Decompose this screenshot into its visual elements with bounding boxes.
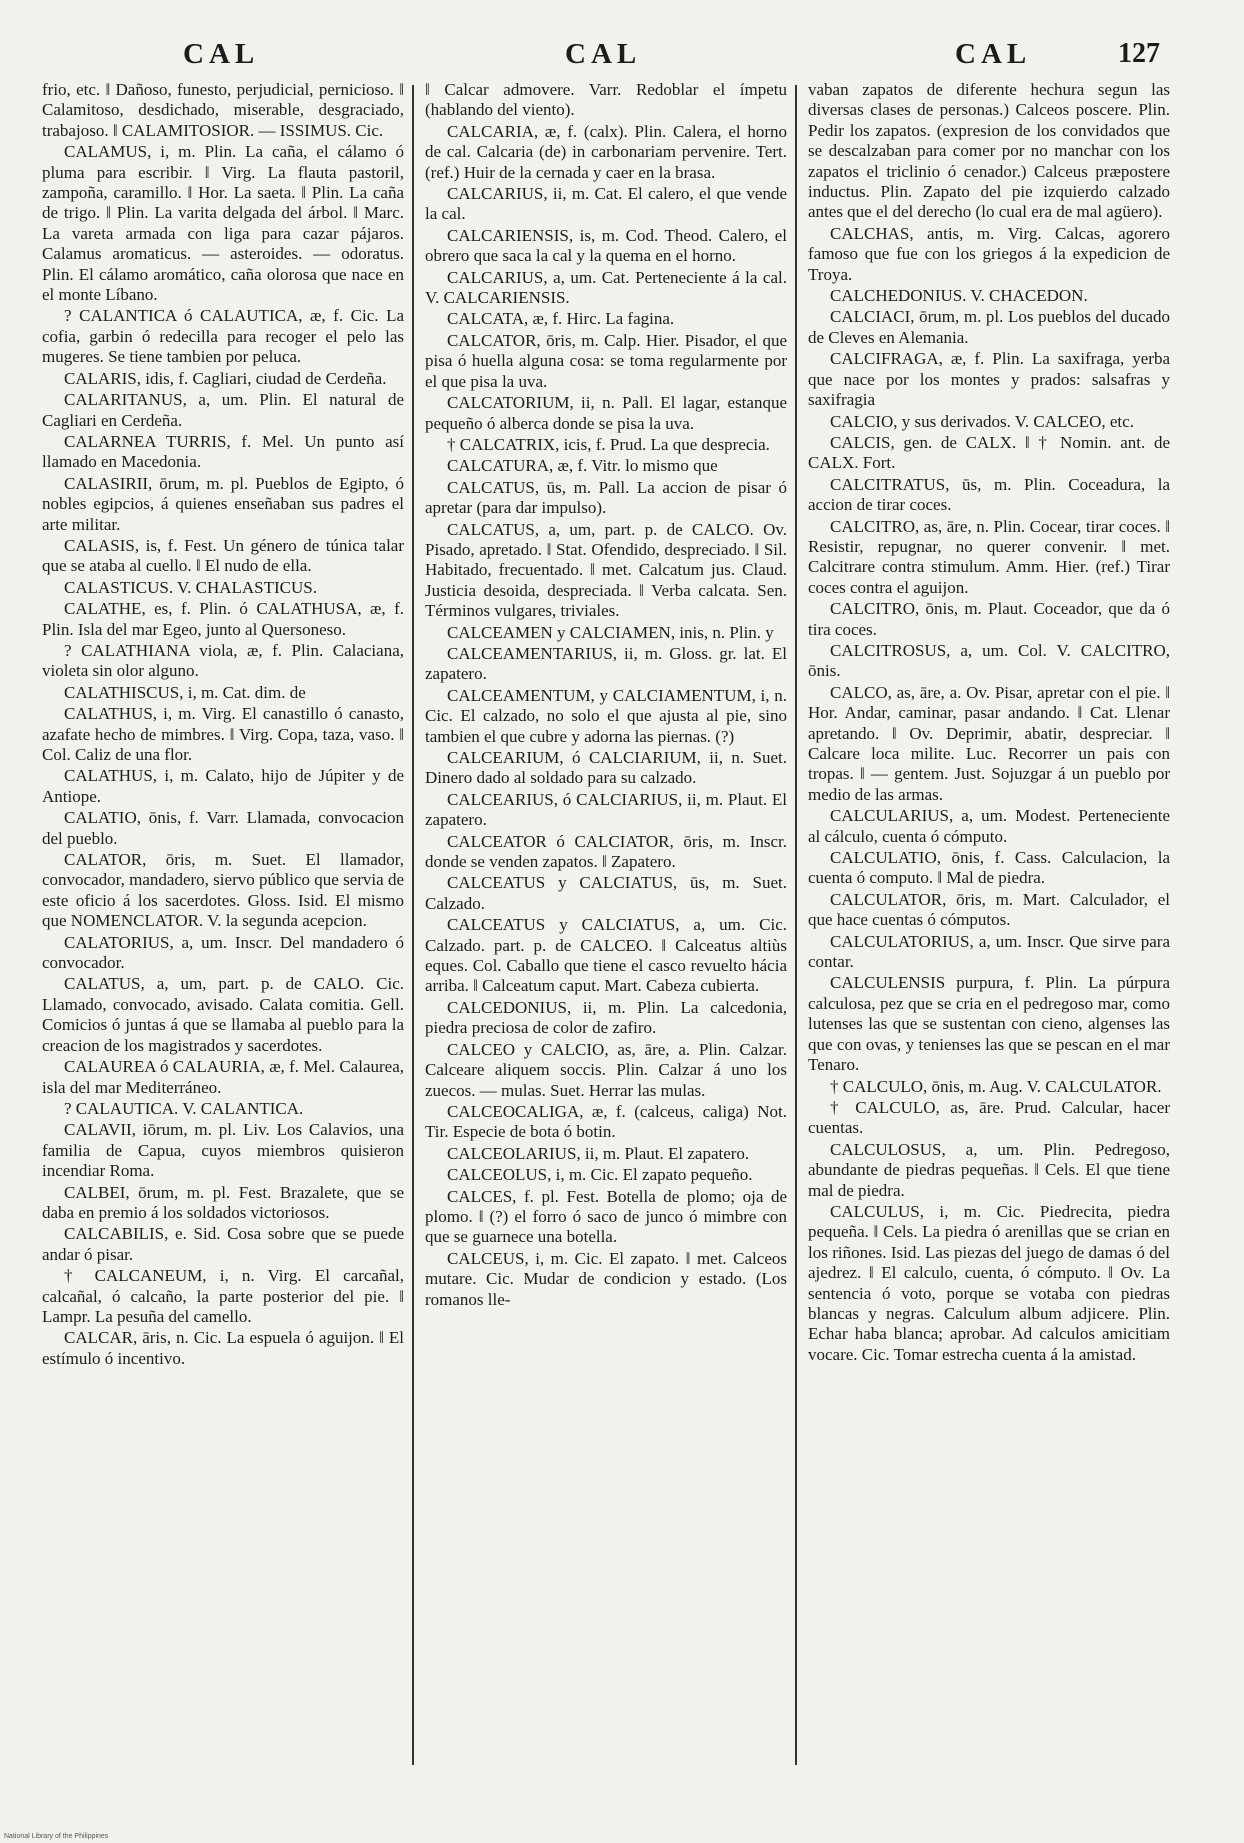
- dictionary-entry: CALASTICUS. V. CHALASTICUS.: [64, 577, 317, 597]
- dictionary-entry: CALCIO, y sus derivados. V. CALCEO, etc.: [830, 411, 1134, 431]
- dictionary-entry: CALCABILIS, e. Sid. Cosa sobre que se puede andar ó pisar.: [42, 1224, 404, 1264]
- dictionary-entry: CALCATA, æ, f. Hirc. La fagina.: [447, 309, 675, 329]
- dictionary-entry: CALCARIA, æ, f. (calx). Plin. Calera, el horno de cal. Calcaria (de) in carbonariam pervenire. Tert. (ref.) Huir de la cernada y caer en la brasa.: [425, 121, 787, 182]
- dictionary-entry: CALCATUS, a, um, part. p. de CALCO. Ov. Pisado, apretado. ‖ Stat. Ofendido, despreciado. ‖ Sil. Habitado, frecuentado. ‖ met. Calcatum jus. Claud. Justicia desoida, despreciada. ‖ Verba calcata. Sen. Términos vulgares, triviales.: [425, 519, 787, 621]
- dictionary-entry: CALCES, f. pl. Fest. Botella de plomo; oja de plomo. ‖ (?) el forro ó saco de junco ó mimbre con que se guarnece una botella.: [425, 1186, 787, 1247]
- dictionary-entry: CALAVII, iōrum, m. pl. Liv. Los Calavios, una familia de Capua, cuyos miembros quisieron incendiar Roma.: [42, 1120, 404, 1181]
- dictionary-entry: CALCITRATUS, ūs, m. Plin. Coceadura, la accion de tirar coces.: [808, 474, 1170, 515]
- dictionary-entry: CALCEATOR ó CALCIATOR, ōris, m. Inscr. donde se venden zapatos. ‖ Zapatero.: [425, 831, 787, 872]
- dictionary-entry: CALATOR, ōris, m. Suet. El llamador, convocador, mandadero, siervo público que servia de este oficio á los sacerdotes. Gloss. Isid. El mismo que NOMENCLATOR. V. la segunda acepcion.: [42, 850, 404, 931]
- dictionary-entry: CALCEOLUS, i, m. Cic. El zapato pequeño.: [447, 1165, 753, 1185]
- dictionary-entry: CALCEAMEN y CALCIAMEN, inis, n. Plin. y: [447, 622, 774, 642]
- dictionary-entry: CALCITRO, as, āre, n. Plin. Cocear, tirar coces. ‖ Resistir, repugnar, no querer convenir. ‖ met. Calcitrare contra stimulum. Amm. Hier. (ref.) Tirar coces contra el aguijon.: [808, 516, 1170, 597]
- dictionary-entry: CALATHE, es, f. Plin. ó CALATHUSA, æ, f. Plin. Isla del mar Egeo, junto al Quersoneso.: [42, 599, 404, 639]
- library-footer: National Library of the Philippines: [4, 1833, 109, 1840]
- dictionary-entry: CALCEARIUM, ó CALCIARIUM, ii, n. Suet. Dinero dado al soldado para su calzado.: [425, 748, 787, 788]
- dictionary-entry: CALCULOSUS, a, um. Plin. Pedregoso, abundante de piedras pequeñas. ‖ Cels. El que tiene mal de piedra.: [808, 1139, 1170, 1200]
- column-rule-2: [795, 85, 797, 1765]
- dictionary-entry: CALCITROSUS, a, um. Col. V. CALCITRO, ōnis.: [808, 640, 1170, 681]
- dictionary-entry: CALCARIENSIS, is, m. Cod. Theod. Calero, el obrero que saca la cal y la quema en el horno.: [425, 225, 787, 266]
- dictionary-entry: ‖ Calcar admovere. Varr. Redoblar el ímpetu (hablando del viento).: [425, 80, 787, 120]
- column-2: [425, 80, 787, 1770]
- dictionary-entry: CALCULATIO, ōnis, f. Cass. Calculacion, la cuenta ó computo. ‖ Mal de piedra.: [808, 848, 1170, 888]
- dictionary-entry: CALCARIUS, ii, m. Cat. El calero, el que vende la cal.: [425, 184, 787, 224]
- dictionary-entry: ? CALATHIANA viola, æ, f. Plin. Calaciana, violeta sin olor alguno.: [42, 640, 404, 681]
- dictionary-entry: ? CALANTICA ó CALAUTICA, æ, f. Cic. La cofia, garbin ó redecilla para recoger el pelo las mugeres. Se tiene tambien por peluca.: [42, 306, 404, 367]
- running-head-left: CAL: [183, 38, 260, 70]
- column-rule-1: [412, 85, 414, 1765]
- dictionary-entry: CALCEOCALIGA, æ, f. (calceus, caliga) Not. Tir. Especie de bota ó botin.: [425, 1101, 787, 1142]
- dictionary-entry: CALCULENSIS purpura, f. Plin. La púrpura calculosa, pez que se cria en el pedregoso mar, como lutenses las que se sustentan con cieno, algenses las que con ovas, y tenienses las que se pescan en el mar Tenaro.: [808, 973, 1170, 1075]
- dictionary-entry: CALCIS, gen. de CALX. ‖ † Nomin. ant. de CALX. Fort.: [808, 432, 1170, 473]
- running-head-right: CAL: [955, 38, 1032, 70]
- dictionary-entry: CALCATORIUM, ii, n. Pall. El lagar, estanque pequeño ó alberca donde se pisa la uva.: [425, 393, 787, 433]
- dictionary-entry: CALATORIUS, a, um. Inscr. Del mandadero ó convocador.: [42, 932, 404, 973]
- dictionary-entry: CALCEDONIUS, ii, m. Plin. La calcedonia, piedra preciosa de color de zafiro.: [425, 997, 787, 1038]
- dictionary-entry: CALATIO, ōnis, f. Varr. Llamada, convocacion del pueblo.: [42, 808, 404, 848]
- dictionary-entry: CALATUS, a, um, part. p. de CALO. Cic. Llamado, convocado, avisado. Calata comitia. Gell. Comicios ó juntas á que se llamaba al pueblo para la creacion de los magistrados y sacerdotes.: [42, 974, 404, 1055]
- dictionary-entry: CALAMUS, i, m. Plin. La caña, el cálamo ó pluma para escribir. ‖ Virg. La flauta pastoril, zampoña, caramillo. ‖ Hor. La saeta. ‖ Plin. La caña de trigo. ‖ Plin. La varita delgada del árbol. ‖ Marc. La vareta armada con liga para cazar pájaros. Calamus aromaticus. — asteroides. — odoratus. Plin. El cálamo aromático, caña olorosa que nace en el monte Líbano.: [42, 142, 404, 305]
- dictionary-entry: † CALCANEUM, i, n. Virg. El carcañal, calcañal, ó calcaño, la parte posterior del pie. ‖ Lampr. La pesuña del camello.: [42, 1266, 404, 1326]
- dictionary-entry: CALCATURA, æ, f. Vitr. lo mismo que: [447, 456, 718, 476]
- dictionary-entry: CALATHUS, i, m. Calato, hijo de Júpiter y de Antiope.: [42, 766, 404, 806]
- dictionary-entry: CALCEATUS y CALCIATUS, ūs, m. Suet. Calzado.: [425, 873, 787, 913]
- dictionary-entry: CALCEUS, i, m. Cic. El zapato. ‖ met. Calceos mutare. Cic. Mudar de condicion y estado. (Los romanos lle-: [425, 1248, 787, 1309]
- running-head: [0, 38, 1244, 78]
- dictionary-entry: CALCIFRAGA, æ, f. Plin. La saxifraga, yerba que nace por los montes y prados: salsafras y saxifragia: [808, 349, 1170, 410]
- dictionary-entry: vaban zapatos de diferente hechura segun las diversas clases de personas.) Calceos poscere. Plin. Pedir los zapatos. (expresion de los convidados que se descalzaban para comer por no manchar con los zapatos el triclinio ó cenador.) Calceus præpostere inductus. Plin. Zapato del pie izquierdo calzado antes que el del derecho (lo cual era de mal agüero).: [808, 80, 1170, 222]
- dictionary-entry: CALCITRO, ōnis, m. Plaut. Coceador, que da ó tira coces.: [808, 599, 1170, 639]
- dictionary-entry: CALCARIUS, a, um. Cat. Perteneciente á la cal. V. CALCARIENSIS.: [425, 267, 787, 308]
- dictionary-entry: CALARITANUS, a, um. Plin. El natural de Cagliari en Cerdeña.: [42, 390, 404, 430]
- dictionary-entry: † CALCULO, as, āre. Prud. Calcular, hacer cuentas.: [808, 1097, 1170, 1138]
- dictionary-entry: CALCHAS, antis, m. Virg. Calcas, agorero famoso que fue con los griegos á la expedicion de Troya.: [808, 223, 1170, 284]
- dictionary-entry: CALATHISCUS, i, m. Cat. dim. de: [64, 682, 306, 702]
- dictionary-entry: CALARIS, idis, f. Cagliari, ciudad de Cerdeña.: [64, 368, 387, 388]
- running-head-center: CAL: [565, 38, 642, 70]
- dictionary-entry: † CALCATRIX, icis, f. Prud. La que desprecia.: [447, 434, 770, 454]
- dictionary-entry: CALCATOR, ōris, m. Calp. Hier. Pisador, el que pisa ó huella alguna cosa: se toma regularmente por el que pisa la uva.: [425, 330, 787, 391]
- dictionary-entry: CALASIRII, ōrum, m. pl. Pueblos de Egipto, ó nobles egipcios, á quienes enseñaban sus padres el arte militar.: [42, 473, 404, 534]
- dictionary-entry: frio, etc. ‖ Dañoso, funesto, perjudicial, pernicioso. ‖ Calamitoso, desdichado, miserable, desgraciado, trabajoso. ‖ CALAMITOSIOR. — ISSIMUS. Cic.: [42, 80, 404, 140]
- dictionary-entry: CALCULATORIUS, a, um. Inscr. Que sirve para contar.: [808, 931, 1170, 972]
- dictionary-entry: CALCEO y CALCIO, as, āre, a. Plin. Calzar. Calceare aliquem soccis. Plin. Calzar á uno los zuecos. — mulas. Suet. Herrar las mulas.: [425, 1039, 787, 1100]
- dictionary-entry: CALCULUS, i, m. Cic. Piedrecita, piedra pequeña. ‖ Cels. La piedra ó arenillas que se crian en los riñones. Isid. Las piezas del juego de damas ó del ajedrez. ‖ El calculo, cuenta, ó cómputo. ‖ Ov. La sentencia ó voto, porque se votaba con piedras blancas y negras. Calculum album adjicere. Plin. Echar haba blanca; aprobar. Ad calculos amicitiam vocare. Cic. Tomar estrecha cuenta á la amistad.: [808, 1201, 1170, 1364]
- dictionary-entry: CALCEOLARIUS, ii, m. Plaut. El zapatero.: [447, 1143, 750, 1163]
- dictionary-entry: CALCIACI, ōrum, m. pl. Los pueblos del ducado de Cleves en Alemania.: [808, 307, 1170, 347]
- dictionary-entry: CALCEATUS y CALCIATUS, a, um. Cic. Calzado. part. p. de CALCEO. ‖ Calceatus altiùs eques. Col. Caballo que tiene el casco revuelto hácia arriba. ‖ Calceatum caput. Mart. Cabeza cubierta.: [425, 915, 787, 996]
- dictionary-entry: † CALCULO, ōnis, m. Aug. V. CALCULATOR.: [830, 1076, 1162, 1096]
- dictionary-entry: CALATHUS, i, m. Virg. El canastillo ó canasto, azafate hecho de mimbres. ‖ Virg. Copa, taza, vaso. ‖ Col. Caliz de una flor.: [42, 704, 404, 764]
- dictionary-entry: CALCHEDONIUS. V. CHACEDON.: [830, 286, 1088, 306]
- dictionary-entry: CALAUREA ó CALAURIA, æ, f. Mel. Calaurea, isla del mar Mediterráneo.: [42, 1057, 404, 1097]
- page-number: 127: [1118, 38, 1160, 69]
- dictionary-entry: CALCAR, āris, n. Cic. La espuela ó aguijon. ‖ El estímulo ó incentivo.: [42, 1328, 404, 1368]
- dictionary-entry: CALARNEA TURRIS, f. Mel. Un punto así llamado en Macedonia.: [42, 431, 404, 472]
- dictionary-entry: CALCEAMENTARIUS, ii, m. Gloss. gr. lat. El zapatero.: [425, 643, 787, 684]
- dictionary-entry: CALCO, as, āre, a. Ov. Pisar, apretar con el pie. ‖ Hor. Andar, caminar, pasar andando. ‖ Cat. Llenar apretando. ‖ Ov. Deprimir, abatir, despreciar. ‖ Calcare loca milite. Luc. Recorrer un pais con tropas. ‖ — gentem. Just. Sojuzgar á un pueblo por medio de las armas.: [808, 682, 1170, 804]
- dictionary-entry: CALCATUS, ūs, m. Pall. La accion de pisar ó apretar (para dar impulso).: [425, 477, 787, 518]
- dictionary-entry: CALCEAMENTUM, y CALCIAMENTUM, i, n. Cic. El calzado, no solo el que ajusta al pie, sino tambien el que cubre y adorna las piernas. (?): [425, 685, 787, 746]
- dictionary-entry: CALCULATOR, ōris, m. Mart. Calculador, el que hace cuentas ó cómputos.: [808, 889, 1170, 930]
- column-1: [42, 80, 404, 1770]
- dictionary-entry: CALCEARIUS, ó CALCIARIUS, ii, m. Plaut. El zapatero.: [425, 789, 787, 830]
- dictionary-entry: CALBEI, ōrum, m. pl. Fest. Brazalete, que se daba en premio á los soldados victoriosos.: [42, 1182, 404, 1222]
- dictionary-entry: ? CALAUTICA. V. CALANTICA.: [64, 1098, 304, 1118]
- column-3: [808, 80, 1170, 1770]
- dictionary-entry: CALASIS, is, f. Fest. Un género de túnica talar que se ataba al cuello. ‖ El nudo de ella.: [42, 535, 404, 576]
- dictionary-entry: CALCULARIUS, a, um. Modest. Perteneciente al cálculo, cuenta ó cómputo.: [808, 806, 1170, 846]
